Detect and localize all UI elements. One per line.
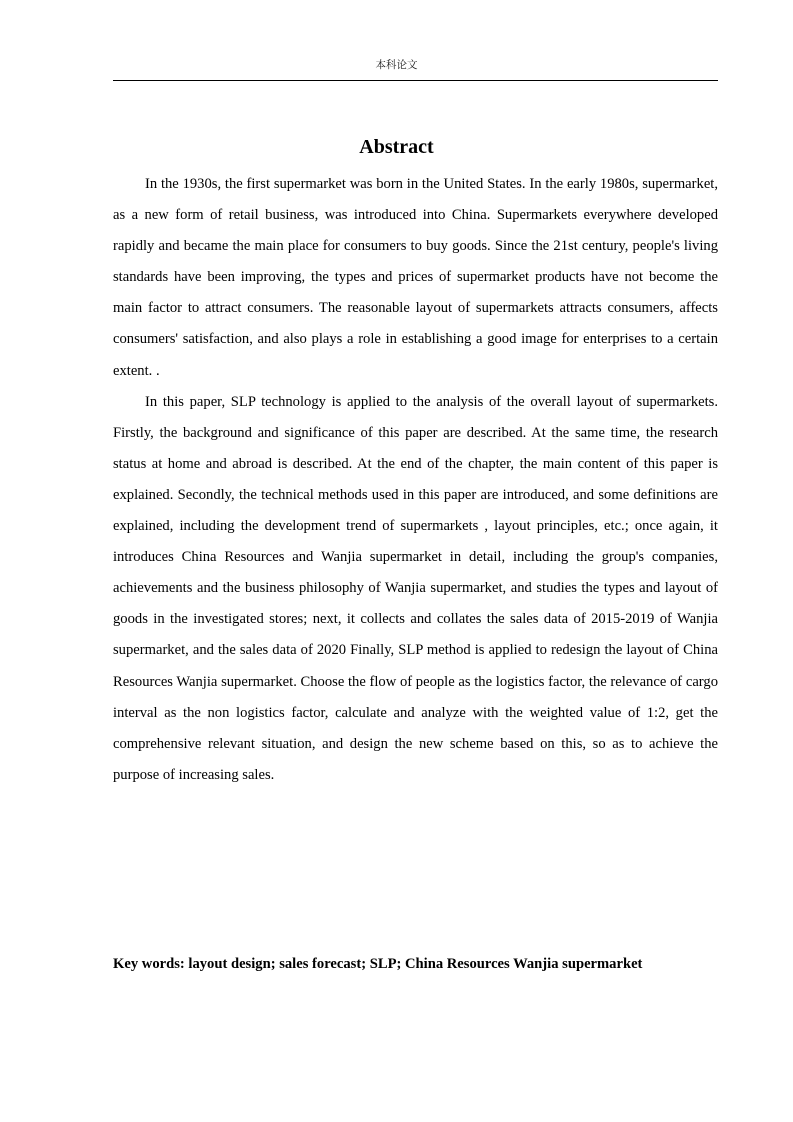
abstract-paragraph-1: In the 1930s, the first supermarket was born in the United States. In the early 1980s, supermarket, as a new form of retail business, was introduced into China. Supermarkets everywhere developed rapidly and became the main place for consumers to buy goods. Since the 21st century, people's living standards have been improving, the types and prices of supermarket products have not become the main factor to attract consumers. The reasonable layout of supermarkets attracts consumers, affects consumers' satisfaction, and also plays a role in establishing a good image for enterprises to a certain extent. . <box>113 176 718 379</box>
abstract-paragraph-2: In this paper, SLP technology is applied to the analysis of the overall layout of supermarkets. Firstly, the background and significance of this paper are described. At the same time, the research status at home and abroad is described. At the end of the chapter, the main content of this paper is explained. Secondly, the technical methods used in this paper are introduced, and some definitions are explained, including the development trend of supermarkets , layout principles, etc.; once again, it introduces China Resources and Wanjia supermarket in detail, including the group's companies, achievements and the business philosophy of Wanjia supermarket, and studies the types and layout of goods in the investigated stores; next, it collects and collates the sales data of 2015-2019 of Wanjia supermarket, and the sales data of 2020 Finally, SLP method is applied to redesign the layout of China Resources Wanjia supermarket. Choose the flow of people as the logistics factor, the relevance of cargo interval as the non logistics factor, calculate and analyze with the weighted value of 1:2, get the comprehensive relevant situation, and design the new scheme based on this, so as to achieve the purpose of increasing sales. <box>113 393 718 783</box>
header-rule <box>113 80 718 81</box>
keywords-line: Key words: layout design; sales forecast; SLP; China Resources Wanjia supermarket <box>113 956 643 972</box>
running-header: 本科论文 <box>375 59 418 71</box>
abstract-body <box>113 169 718 791</box>
abstract-title: Abstract <box>359 136 434 158</box>
